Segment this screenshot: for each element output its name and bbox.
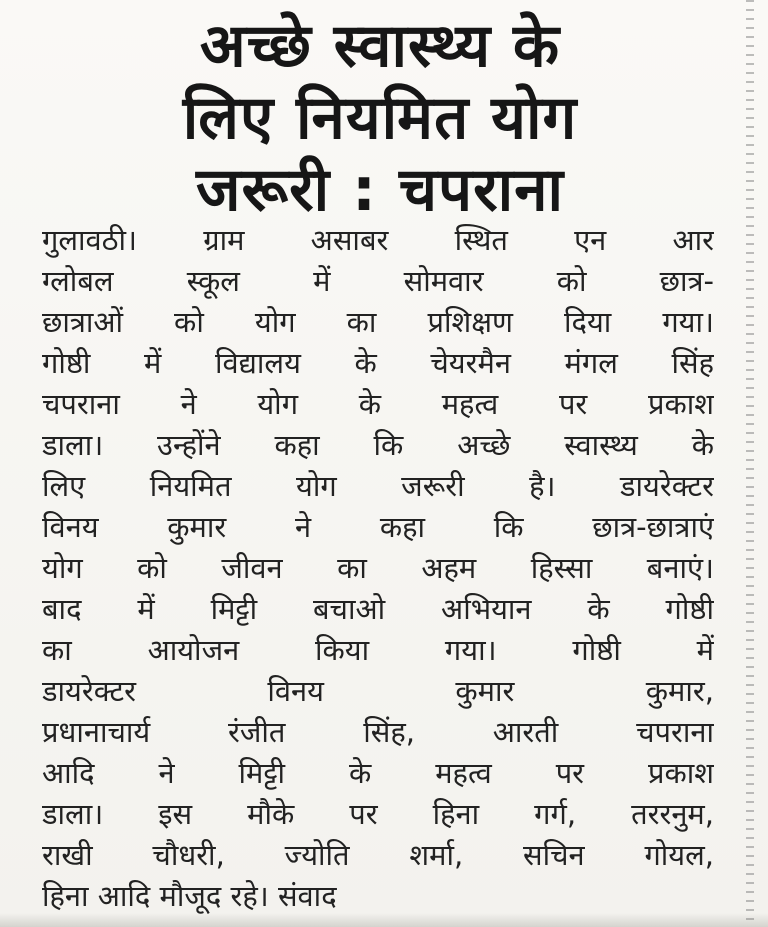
- article-line: योग को जीवन का अहम हिस्सा बनाएं।: [42, 551, 714, 585]
- article-line: प्रधानाचार्य रंजीत सिंह, आरती चपराना: [42, 715, 714, 749]
- headline-line-2: लिए नियमित योग: [182, 83, 578, 153]
- article-line: राखी चौधरी, ज्योति शर्मा, सचिन गोयल,: [42, 838, 714, 872]
- article-line: बाद में मिट्टी बचाओ अभियान के गोष्ठी: [42, 592, 714, 626]
- clipping-bottom-edge: [0, 913, 768, 927]
- article-line: डाला। इस मौके पर हिना गर्ग, तररनुम,: [42, 797, 714, 831]
- article-line: डाला। उन्होंने कहा कि अच्छे स्वास्थ्य के: [42, 428, 714, 462]
- article-body: [42, 220, 714, 917]
- article-line: ग्लोबल स्कूल में सोमवार को छात्र-: [42, 264, 714, 298]
- article-line: विनय कुमार ने कहा कि छात्र-छात्राएं: [42, 510, 714, 544]
- headline-line-3: जरूरी : चपराना: [195, 155, 565, 225]
- article-line: आदि ने मिट्टी के महत्व पर प्रकाश: [42, 756, 714, 790]
- article-line: गुलावठी। ग्राम असाबर स्थित एन आर: [42, 223, 714, 257]
- article-line: छात्राओं को योग का प्रशिक्षण दिया गया।: [42, 305, 714, 339]
- article-line: गोष्ठी में विद्यालय के चेयरमैन मंगल सिंह: [42, 346, 714, 380]
- article-line: का आयोजन किया गया। गोष्ठी में: [42, 633, 714, 667]
- article-line: चपराना ने योग के महत्व पर प्रकाश: [42, 387, 714, 421]
- article-line-last: हिना आदि मौजूद रहे। संवाद: [42, 879, 337, 913]
- column-edge-perforation: [746, 0, 754, 927]
- headline: [30, 10, 730, 226]
- article-line: लिए नियमित योग जरूरी है। डायरेक्टर: [42, 469, 714, 503]
- article-line: डायरेक्टर विनय कुमार कुमार,: [42, 674, 714, 708]
- headline-line-1: अच्छे स्वास्थ्य के: [199, 11, 561, 81]
